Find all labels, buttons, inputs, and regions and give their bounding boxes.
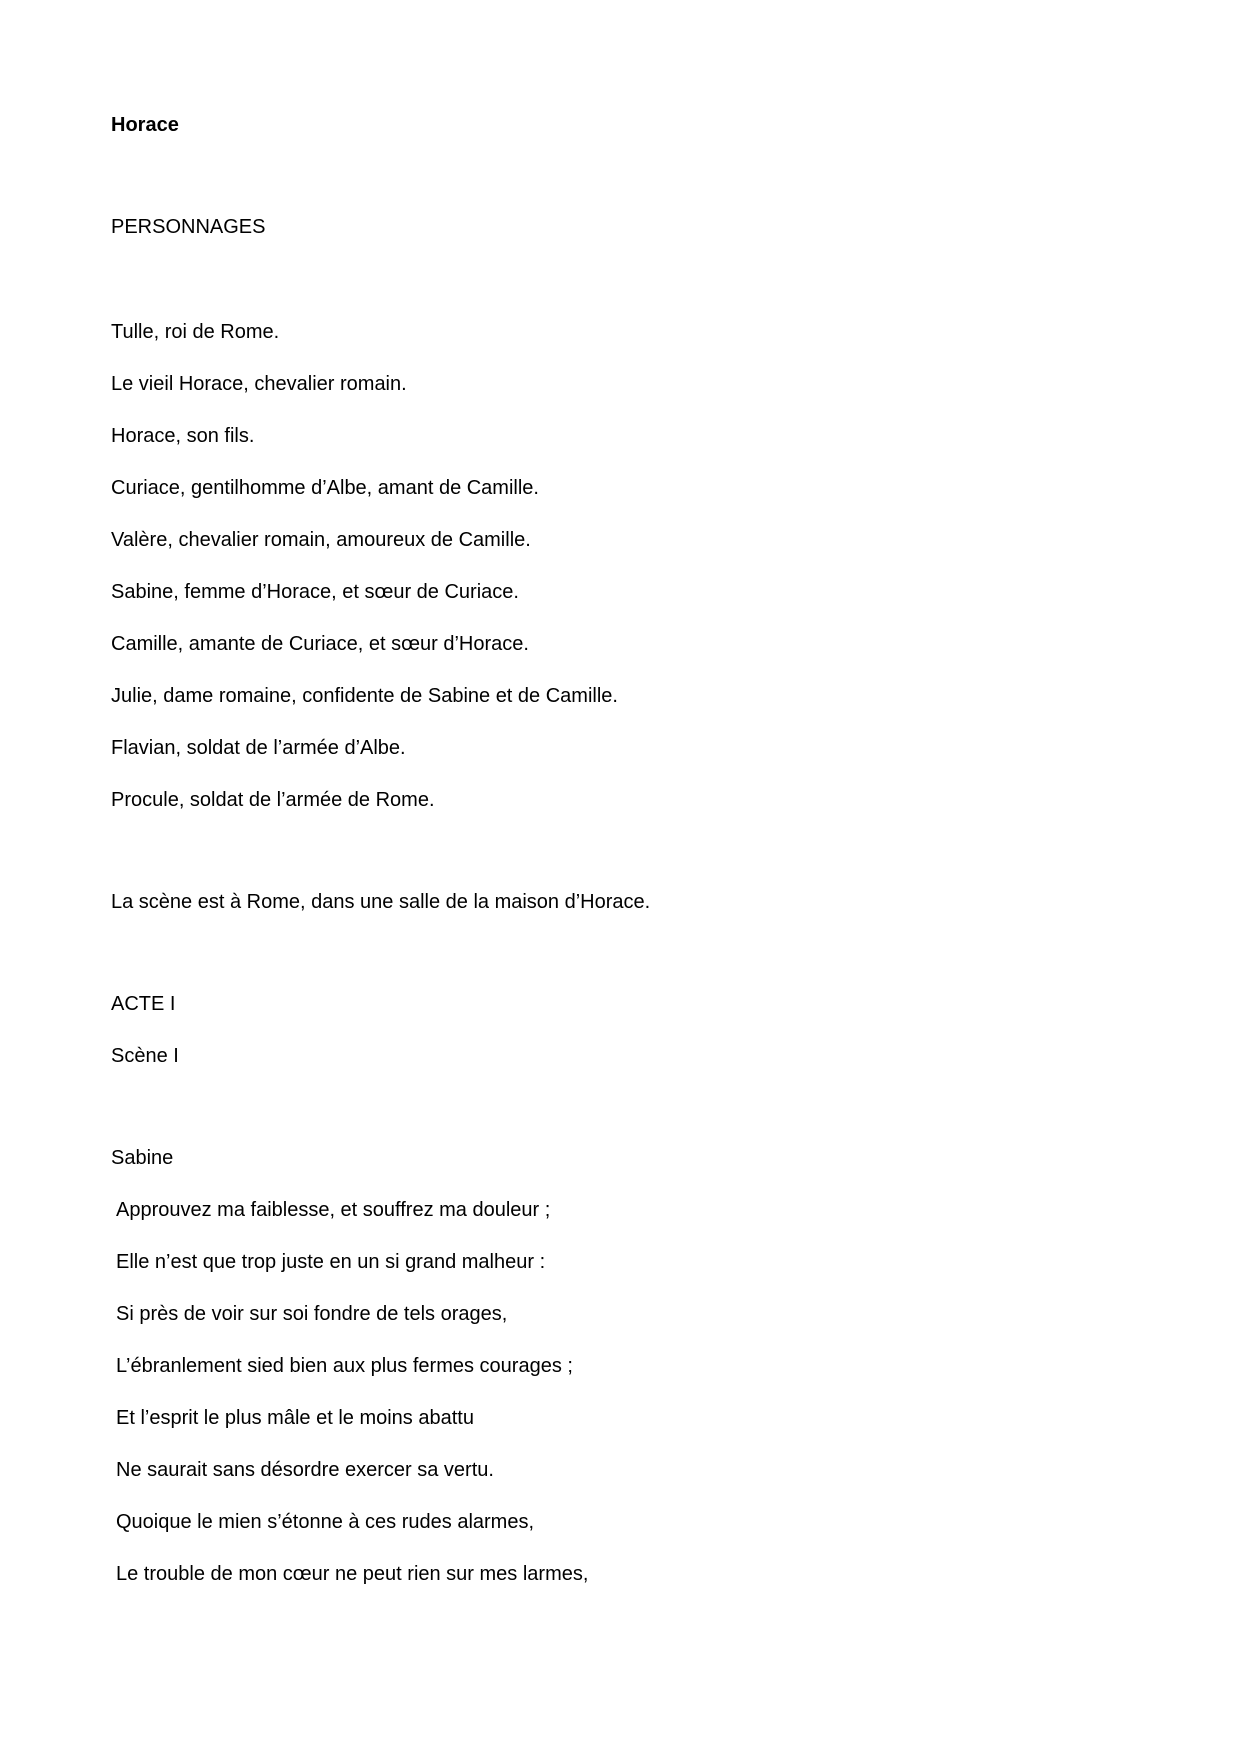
character-line: Julie, dame romaine, confidente de Sabine et de Camille. — [111, 685, 618, 707]
character-line: Camille, amante de Curiace, et sœur d’Horace. — [111, 633, 529, 655]
speaker-name: Sabine — [111, 1147, 174, 1169]
verse-line: L’ébranlement sied bien aux plus fermes courages ; — [116, 1355, 573, 1377]
character-line: Tulle, roi de Rome. — [111, 321, 280, 343]
scene-heading: Scène I — [111, 1045, 179, 1067]
document-title: Horace — [111, 114, 179, 136]
personnages-heading: PERSONNAGES — [111, 216, 266, 238]
character-line: Procule, soldat de l’armée de Rome. — [111, 789, 435, 811]
character-line: Curiace, gentilhomme d’Albe, amant de Camille. — [111, 477, 539, 499]
verse-line: Quoique le mien s’étonne à ces rudes alarmes, — [116, 1511, 535, 1533]
character-line: Le vieil Horace, chevalier romain. — [111, 373, 407, 395]
verse-line: Ne saurait sans désordre exercer sa vertu. — [116, 1459, 494, 1481]
verse-line: Elle n’est que trop juste en un si grand malheur : — [116, 1251, 546, 1273]
verse-line: Et l’esprit le plus mâle et le moins abattu — [116, 1407, 474, 1429]
verse-line: Si près de voir sur soi fondre de tels orages, — [116, 1303, 508, 1325]
character-line: Valère, chevalier romain, amoureux de Camille. — [111, 529, 531, 551]
setting-line: La scène est à Rome, dans une salle de la maison d’Horace. — [111, 891, 651, 913]
character-line: Horace, son fils. — [111, 425, 255, 447]
verse-line: Approuvez ma faiblesse, et souffrez ma douleur ; — [116, 1199, 551, 1221]
act-heading: ACTE I — [111, 993, 176, 1015]
character-line: Flavian, soldat de l’armée d’Albe. — [111, 737, 406, 759]
character-line: Sabine, femme d’Horace, et sœur de Curiace. — [111, 581, 519, 603]
verse-line: Le trouble de mon cœur ne peut rien sur mes larmes, — [116, 1563, 589, 1585]
